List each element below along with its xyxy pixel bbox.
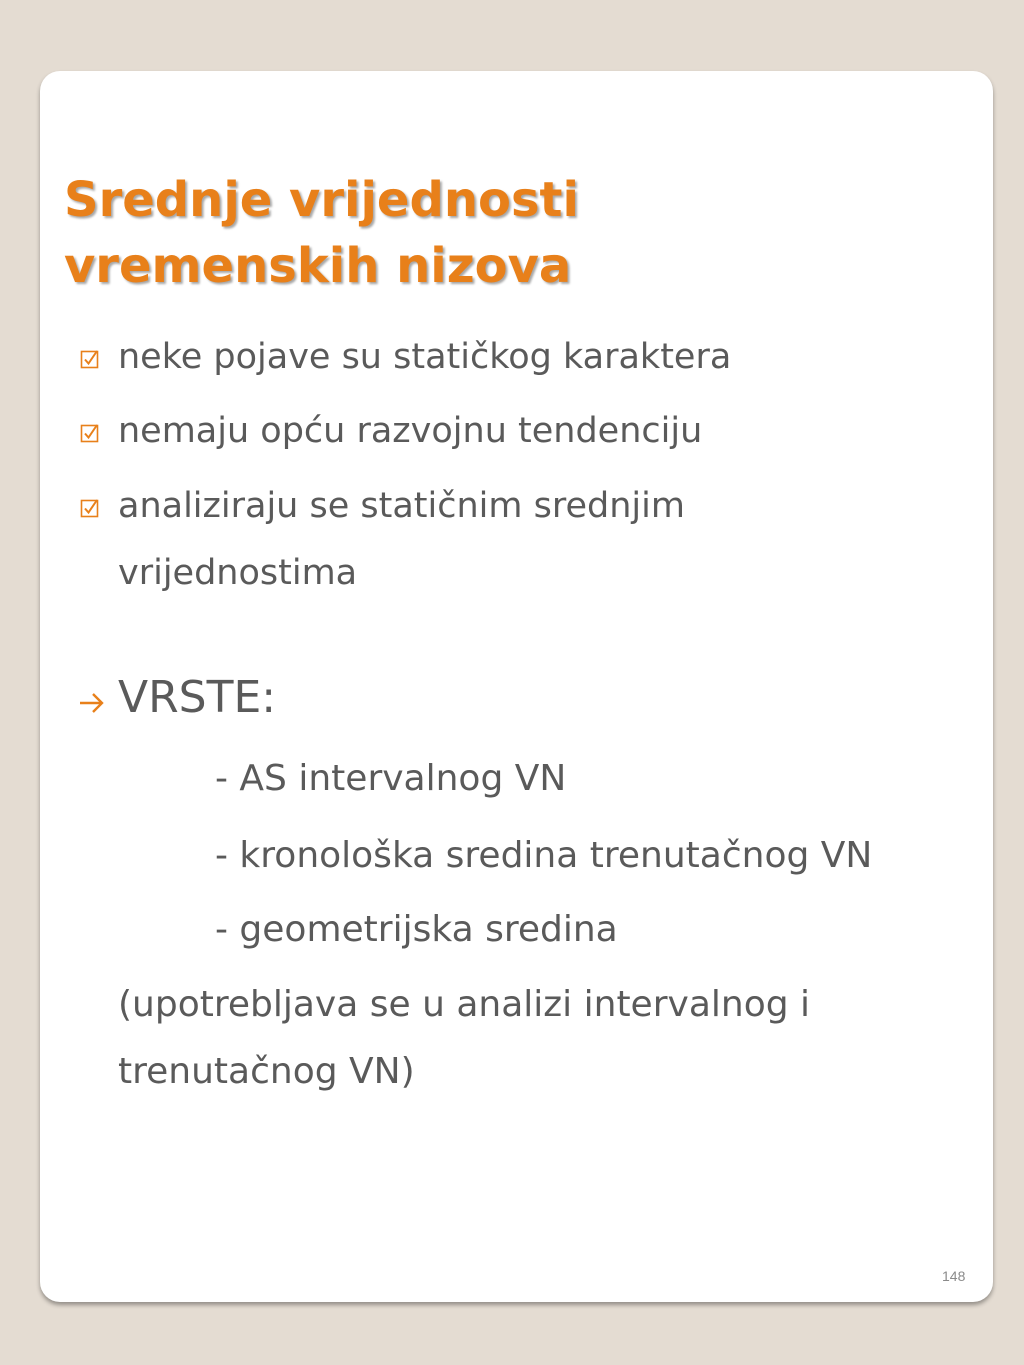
- bullet-item-2: nemaju opću razvojnu tendenciju: [118, 411, 703, 451]
- checked-box-icon: [80, 498, 100, 518]
- type-item-2: - kronološka sredina trenutačnog VN: [215, 835, 873, 876]
- checked-box-icon: [80, 349, 100, 369]
- note-line-2: trenutačnog VN): [118, 1051, 415, 1092]
- arrow-right-icon: [78, 691, 106, 715]
- title-line-1: Srednje vrijednosti: [64, 172, 579, 228]
- type-item-3: - geometrijska sredina: [215, 909, 618, 950]
- bullet-item-1: neke pojave su statičkog karaktera: [118, 337, 732, 377]
- note-line-1: (upotrebljava se u analizi intervalnog i: [118, 984, 811, 1025]
- types-heading: VRSTE:: [118, 672, 277, 723]
- slide: [40, 71, 993, 1302]
- title-line-2: vremenskih nizova: [64, 238, 572, 294]
- type-item-1: - AS intervalnog VN: [215, 758, 567, 799]
- slide-title: [64, 167, 579, 299]
- bullet-item-3: analiziraju se statičnim srednjim: [118, 486, 685, 526]
- checked-box-icon: [80, 423, 100, 443]
- page-number: 148: [942, 1268, 966, 1284]
- bullet-item-3-continuation: vrijednostima: [118, 553, 358, 593]
